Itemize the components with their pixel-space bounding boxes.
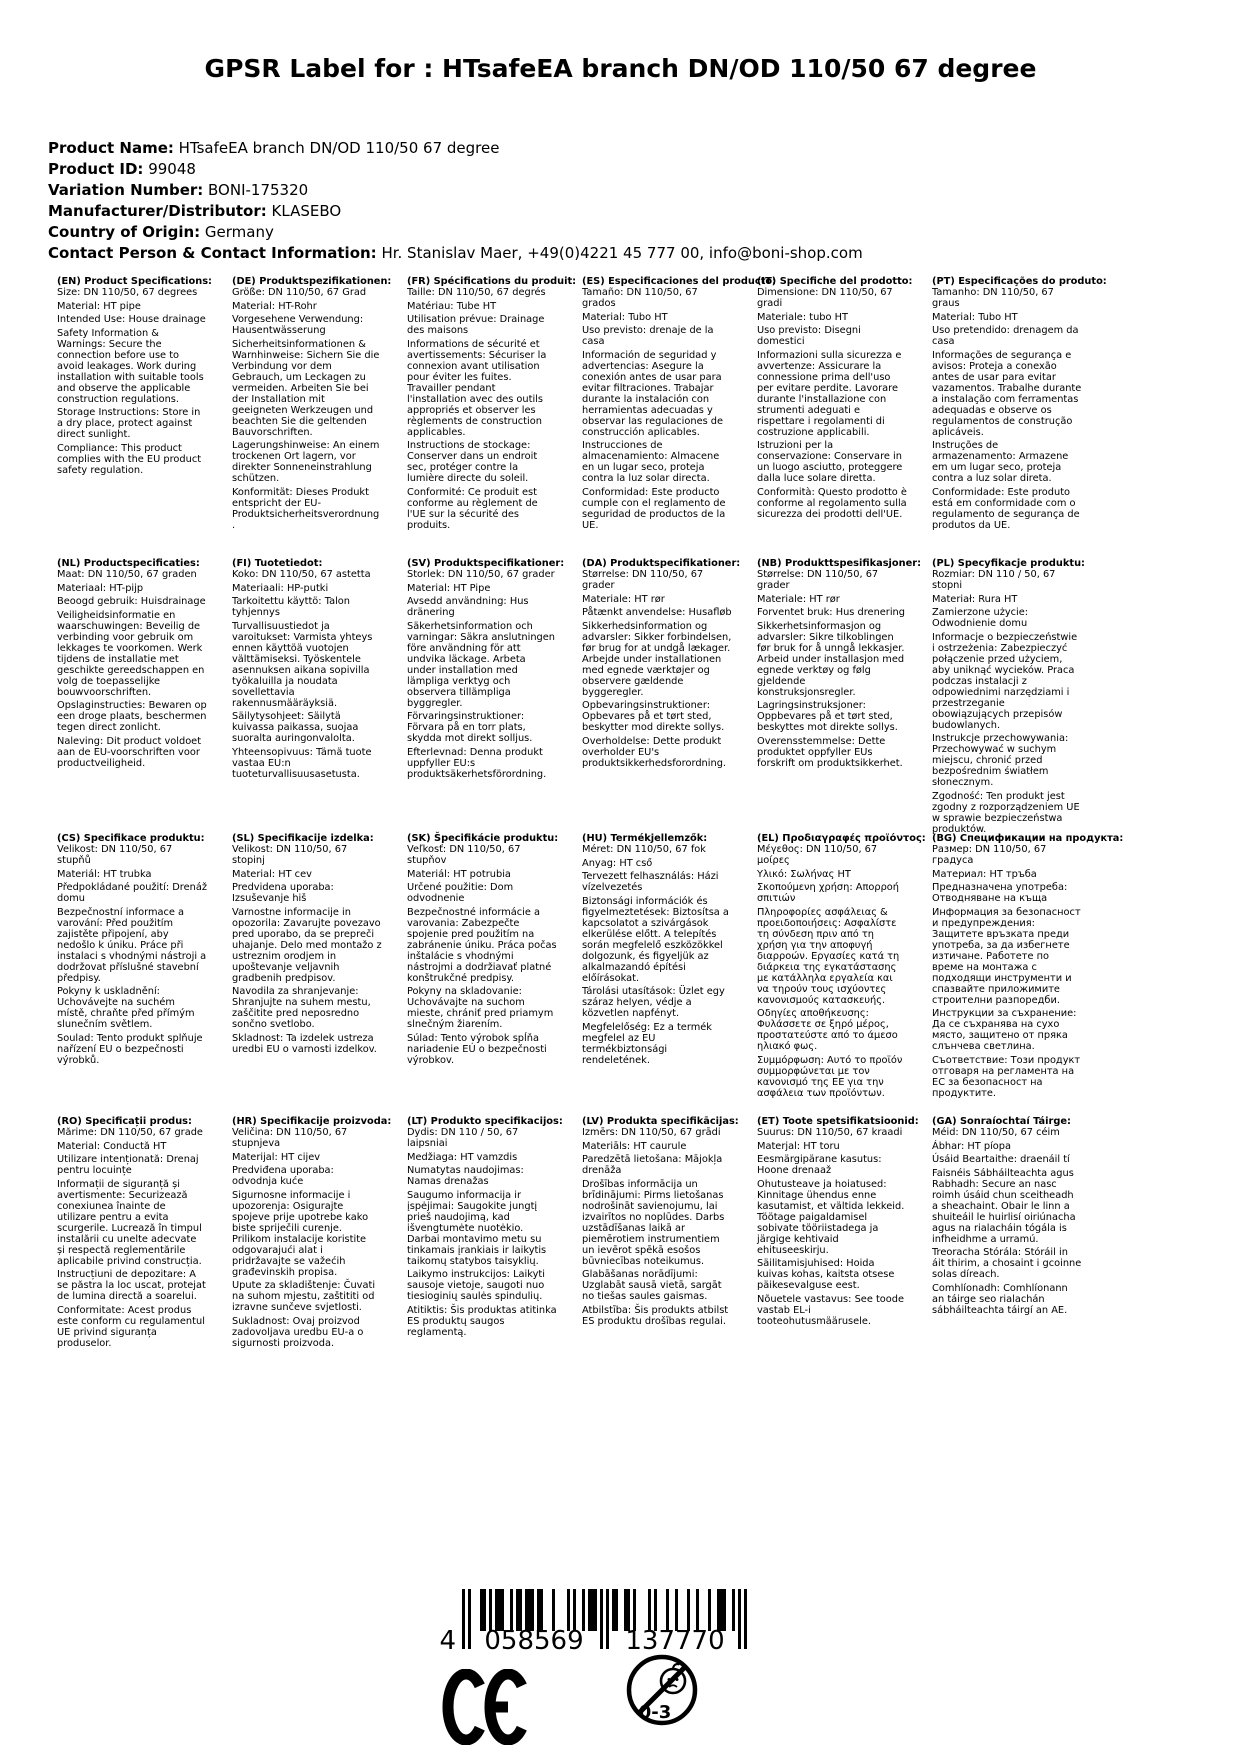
spec-paragraph: Инструкции за съхранение: Да се съхранява на сухо място, защитено от пряка слънчева светлина. bbox=[932, 1008, 1077, 1052]
spec-paragraph: Förvaringsinstruktioner: Förvara på en torr plats, skydda mot direkt solljus. bbox=[407, 711, 533, 744]
spec-paragraph: Veličina: DN 110/50, 67 stupnjeva bbox=[232, 1127, 348, 1149]
spec-paragraph: Safety Information & Warnings: Secure the connection before use to avoid leakages. Work during installation with suitable tools and observe the applicable construction regulations. bbox=[57, 327, 204, 405]
spec-paragraph: Conformità: Questo prodotto è conforme al regolamento sulla sicurezza dei prodotti dell'UE. bbox=[757, 486, 907, 520]
spec-paragraph: Säkerhetsinformation och varningar: Säkra anslutningen före användning för att undvika läckage. Arbeta under installation med lämpliga verktyg och observera tillämpliga byggregler. bbox=[407, 620, 556, 709]
spec-paragraph: Sikkerhedsinformation og advarsler: Sikker forbindelsen, før brug for at undgå lækager. Arbejde under installationen med egnede værktøjer og observere gældende byggeregler. bbox=[582, 620, 732, 698]
field-label: Variation Number: bbox=[48, 181, 204, 199]
spec-paragraph: Tamanho: DN 110/50, 67 graus bbox=[932, 287, 1054, 309]
spec-paragraph: Atbilstība: Šis produkts atbilst ES produktu drošības regulai. bbox=[582, 1304, 729, 1327]
spec-block-pl bbox=[932, 558, 1085, 835]
spec-paragraph: Material: Conductă HT bbox=[57, 1140, 167, 1152]
spec-paragraph: Material: Tubo HT bbox=[582, 311, 668, 323]
spec-paragraph: Pokyny k uskladnění: Uchovávejte na suchém místě, chraňte před přímým slunečním světlem. bbox=[57, 986, 195, 1030]
spec-paragraph: Rozmiar: DN 110 / 50, 67 stopni bbox=[932, 569, 1056, 591]
spec-paragraph: Conformidad: Este producto cumple con el reglamento de seguridad de productos de la UE. bbox=[582, 486, 726, 531]
spec-paragraph: Megfelelőség: Ez a termék megfelel az EU termékbiztonsági rendeletének. bbox=[582, 1021, 712, 1066]
spec-paragraph: Sigurnosne informacije i upozorenja: Osigurajte spojeve prije upotrebe kako biste spriječili curenje. Prilikom instalacije koristite odgovarajući alat i pridržavajte se važećih građevinskih propisa. bbox=[232, 1189, 369, 1278]
spec-block-hu bbox=[582, 833, 732, 1116]
spec-paragraph: Taille: DN 110/50, 67 degrés bbox=[407, 287, 546, 298]
spec-header: (GA) Sonraíochtaí Táirge: bbox=[932, 1116, 1071, 1127]
spec-paragraph: Material: Tubo HT bbox=[932, 311, 1018, 323]
spec-paragraph: Utilizare intenționată: Drenaj pentru locuințe bbox=[57, 1154, 199, 1176]
spec-block-ga bbox=[932, 1116, 1082, 1351]
field-value: Hr. Stanislav Maer, +49(0)4221 45 777 00, info@boni-shop.com bbox=[376, 244, 863, 262]
spec-paragraph: Materiale: HT rør bbox=[582, 593, 665, 605]
spec-paragraph: Velikost: DN 110/50, 67 stopinj bbox=[232, 844, 348, 866]
spec-paragraph: Nõuetele vastavus: See toode vastab EL-i tooteohutusmäärusele. bbox=[757, 1293, 905, 1327]
spec-header: (HU) Termékjellemzők: bbox=[582, 833, 708, 844]
field-label: Product Name: bbox=[48, 139, 174, 157]
spec-paragraph: Předpokládané použití: Drenáž domu bbox=[57, 882, 207, 904]
spec-paragraph: Naleving: Dit product voldoet aan de EU-voorschriften voor productveiligheid. bbox=[57, 735, 202, 769]
product-info-row bbox=[48, 140, 863, 157]
spec-header: (ET) Toote spetsifikatsioonid: bbox=[757, 1116, 919, 1127]
spec-paragraph: Atitiktis: Šis produktas atitinka ES produktų saugos reglamentą. bbox=[407, 1304, 557, 1338]
field-value: BONI-175320 bbox=[203, 181, 309, 199]
spec-paragraph: Anyag: HT cső bbox=[582, 857, 653, 869]
spec-paragraph: Matériau: Tube HT bbox=[407, 300, 497, 312]
product-info-row bbox=[48, 161, 863, 178]
spec-paragraph: Informazioni sulla sicurezza e avvertenze: Assicurare la connessione prima dell'uso per evitare perdite. Lavorare durante l'installazione con strumenti adeguati e rispettare i regolamenti di costruzione applicabili. bbox=[757, 349, 902, 438]
spec-block-cs bbox=[57, 833, 207, 1116]
spec-header: (PT) Especificações do produto: bbox=[932, 276, 1107, 287]
spec-paragraph: Πληροφορίες ασφάλειας & προειδοποιήσεις: Ασφαλίστε τη σύνδεση πριν από τη χρήση για την αποφυγή διαρροών. Εργασίες κατά τη διάρκεια της εγκατάστασης με κατάλληλα εργαλεία και να τηρούν τους ισχύοντες κανονισμούς κατασκευής. bbox=[757, 906, 900, 1006]
spec-paragraph: Material: HT Pipe bbox=[407, 582, 491, 594]
spec-paragraph: Material: HT cev bbox=[232, 868, 312, 880]
spec-paragraph: Forventet bruk: Hus drenering bbox=[757, 607, 905, 618]
spec-paragraph: Materiaali: HP-putki bbox=[232, 582, 329, 594]
spec-header: (IT) Specifiche del prodotto: bbox=[757, 276, 913, 287]
spec-paragraph: Faisnéis Sábháilteachta agus Rabhadh: Secure an nasc roimh úsáid chun sceitheadh a sheachaint. Obair le linn a shuiteáil le huirlisí oiriúnacha agus na rialacháin tógála is infheidhme a urramú. bbox=[932, 1167, 1076, 1245]
spec-paragraph: Overholdelse: Dette produkt overholder EU's produktsikkerhedsforordning. bbox=[582, 735, 727, 769]
spec-block-it bbox=[757, 276, 913, 558]
spec-paragraph: Οδηγίες αποθήκευσης: Φυλάσσετε σε ξηρό μέρος, προστατεύστε από το άμεσο ηλιακό φως. bbox=[757, 1008, 898, 1052]
spec-paragraph: Saugumo informacija ir įspėjimai: Saugokite jungtį prieš naudojimą, kad išvengtumėte nuotėkio. Darbai montavimo metu su tinkamais įrankiais ir laikytis taikomų statybos taisyklių. bbox=[407, 1189, 547, 1267]
spec-paragraph: Suurus: DN 110/50, 67 kraadi bbox=[757, 1127, 903, 1138]
spec-paragraph: Dydis: DN 110 / 50, 67 laipsniai bbox=[407, 1127, 519, 1149]
spec-paragraph: Bezpečnostné informácie a varovania: Zabezpečte spojenie pred použitím na zabránenie úniku. Práca počas inštalácie s vhodnými nástrojmi a dodržiavať platné konštrukčné predpisy. bbox=[407, 906, 557, 984]
spec-paragraph: Conformité: Ce produit est conforme au règlement de l'UE sur la sécurité des produits. bbox=[407, 486, 538, 531]
spec-block-da bbox=[582, 558, 741, 833]
spec-block-sv bbox=[407, 558, 565, 833]
spec-header: (PL) Specyfikacje produktu: bbox=[932, 558, 1085, 569]
spec-header: (EL) Προδιαγραφές προϊόντος: bbox=[757, 833, 926, 844]
field-label: Manufacturer/Distributor: bbox=[48, 202, 267, 220]
spec-paragraph: Sikkerhetsinformasjon og advarsler: Sikre tilkoblingen før bruk for å unngå lekkasjer. Arbeid under installasjon med egnede verktøy og følg gjeldende konstruksjonsregler. bbox=[757, 620, 905, 698]
spec-paragraph: Súlad: Tento výrobok spĺňa nariadenie EÚ o bezpečnosti výrobkov. bbox=[407, 1032, 547, 1066]
spec-header: (DE) Produktspezifikationen: bbox=[232, 276, 392, 287]
spec-header: (LT) Produkto specifikacijos: bbox=[407, 1116, 563, 1127]
spec-paragraph: Biztonsági információk és figyelmeztetések: Biztosítsa a kapcsolatot a szivárgások elkerülése előtt. A telepítés során megfelelő eszközökkel dolgozunk, és figyeljük az alkalmazandó építési előírásokat. bbox=[582, 895, 729, 984]
spec-paragraph: Säilitamisjuhised: Hoida kuivas kohas, kaitsta otsese päikesevalguse eest. bbox=[757, 1258, 895, 1291]
spec-paragraph: Drošības informācija un brīdinājumi: Pirms lietošanas nodrošināt savienojumu, lai izvairītos no noplūdes. Darbs uzstādīšanas laikā ar piemērotiem instrumentiem un ievērot spēkā esošos būvniecības noteikumus. bbox=[582, 1178, 725, 1267]
product-info bbox=[48, 140, 863, 266]
spec-paragraph: Informations de sécurité et avertissements: Sécuriser la connexion avant utilisation pour éviter les fuites. Travailler pendant l'installation avec des outils appropriés et observer les règlements de construction applicables. bbox=[407, 338, 547, 438]
age-warning-0-3-icon bbox=[624, 1652, 700, 1728]
spec-block-et bbox=[757, 1116, 919, 1351]
spec-paragraph: Materijal: HT cijev bbox=[232, 1151, 321, 1163]
spec-paragraph: Tervezett felhasználás: Házi vízelvezetés bbox=[582, 871, 719, 893]
spec-block-fi bbox=[232, 558, 382, 833]
spec-paragraph: Efterlevnad: Denna produkt uppfyller EU:s produktsäkerhetsförordning. bbox=[407, 746, 547, 780]
spec-header: (SL) Specifikacije izdelka: bbox=[232, 833, 374, 844]
spec-header: (BG) Спецификации на продукта: bbox=[932, 833, 1124, 844]
spec-header: (ES) Especificaciones del producto: bbox=[582, 276, 777, 287]
spec-header: (CS) Specifikace produktu: bbox=[57, 833, 205, 844]
spec-paragraph: Size: DN 110/50, 67 degrees bbox=[57, 287, 198, 298]
spec-paragraph: Tárolási utasítások: Üzlet egy száraz helyen, védje a közvetlen napfényt. bbox=[582, 986, 725, 1019]
spec-paragraph: Medžiaga: HT vamzdis bbox=[407, 1151, 518, 1163]
spec-block-en bbox=[57, 276, 212, 558]
field-label: Contact Person & Contact Information: bbox=[48, 244, 377, 262]
spec-paragraph: Informații de siguranță și avertismente: Securizează conexiunea înainte de utilizare pentru a evita scurgerile. Lucrează în timpul instalării cu unelte adecvate și respectă reglementările aplicabile privind construcția. bbox=[57, 1178, 202, 1267]
spec-header: (NL) Productspecificaties: bbox=[57, 558, 200, 569]
spec-paragraph: Conformitate: Acest produs este conform cu regulamentul UE privind siguranța produselor. bbox=[57, 1304, 205, 1349]
spec-paragraph: Vorgesehene Verwendung: Hausentwässerung bbox=[232, 314, 364, 336]
spec-paragraph: Tarkoitettu käyttö: Talon tyhjennys bbox=[232, 596, 350, 618]
spec-paragraph: Påtænkt anvendelse: Husafløb bbox=[582, 607, 732, 618]
barcode-right-digits: 137770 bbox=[625, 1626, 725, 1656]
spec-header: (NB) Produkttspesifikasjoner: bbox=[757, 558, 921, 569]
spec-grid bbox=[57, 276, 1124, 1351]
spec-block-sl bbox=[232, 833, 382, 1116]
field-label: Product ID: bbox=[48, 160, 144, 178]
page-title: GPSR Label for : HTsafeEA branch DN/OD 110/50 67 degree bbox=[204, 54, 1037, 83]
spec-paragraph: Informações de segurança e avisos: Proteja a conexão antes de usar para evitar vazamentos. Trabalhe durante a instalação com ferramentas adequadas e observe os regulamentos de construção aplicáveis. bbox=[932, 349, 1082, 438]
spec-paragraph: Skladnost: Ta izdelek ustreza uredbi EU o varnosti izdelkov. bbox=[232, 1032, 377, 1055]
spec-paragraph: Instructions de stockage: Conserver dans un endroit sec, protéger contre la lumière directe du soleil. bbox=[407, 440, 538, 484]
spec-paragraph: Eesmärgipärane kasutus: Hoone drenaaž bbox=[757, 1154, 882, 1176]
spec-paragraph: Intended Use: House drainage bbox=[57, 314, 206, 325]
spec-header: (SV) Produktspecifikationer: bbox=[407, 558, 565, 569]
field-label: Country of Origin: bbox=[48, 223, 201, 241]
spec-paragraph: Laikymo instrukcijos: Laikyti sausoje vietoje, saugoti nuo tiesioginių saulės spindulių. bbox=[407, 1269, 545, 1302]
spec-header: (SK) Špecifikácie produktu: bbox=[407, 833, 559, 844]
barcode-left-digits: 058569 bbox=[484, 1626, 584, 1656]
spec-paragraph: Mărime: DN 110/50, 67 grade bbox=[57, 1127, 203, 1138]
field-value: KLASEBO bbox=[266, 202, 342, 220]
spec-paragraph: Dimensione: DN 110/50, 67 gradi bbox=[757, 287, 893, 309]
spec-paragraph: Material: HT-Rohr bbox=[232, 300, 317, 312]
spec-paragraph: Uso previsto: Disegni domestici bbox=[757, 325, 861, 347]
spec-paragraph: Storlek: DN 110/50, 67 grader bbox=[407, 569, 555, 580]
spec-paragraph: Bezpečnostní informace a varování: Před použitím zajistěte připojení, aby nedošlo k úniku. Práce při instalaci s vhodnými nástroji a dodržovat příslušné stavební předpisy. bbox=[57, 906, 207, 984]
spec-paragraph: Pokyny na skladovanie: Uchovávajte na suchom mieste, chrániť pred priamym slnečným žiarením. bbox=[407, 986, 554, 1030]
spec-paragraph: Avsedd användning: Hus dränering bbox=[407, 596, 529, 618]
spec-paragraph: Предназначена употреба: Отводняване на къща bbox=[932, 882, 1068, 904]
spec-paragraph: Ohutusteave ja hoiatused: Kinnitage ühendus enne kasutamist, et vältida lekkeid. Töötage paigaldamisel sobivate tööriistadega ja järgige kehtivaid ehituseeskirju. bbox=[757, 1178, 905, 1256]
spec-paragraph: Zgodność: Ten produkt jest zgodny z rozporządzeniem UE w sprawie bezpieczeństwa produktów. bbox=[932, 790, 1080, 835]
spec-paragraph: Größe: DN 110/50, 67 Grad bbox=[232, 287, 367, 298]
spec-paragraph: Istruzioni per la conservazione: Conservare in un luogo asciutto, proteggere dalla luce solare diretta. bbox=[757, 440, 903, 484]
spec-paragraph: Turvallisuustiedot ja varoitukset: Varmista yhteys ennen käyttöä vuotojen välttämiseksi. Työskentele asennuksen aikana sopivilla työkaluilla ja noudata sovellettavia rakennusmääräyksiä. bbox=[232, 620, 373, 709]
spec-paragraph: Utilisation prévue: Drainage des maisons bbox=[407, 314, 545, 336]
spec-paragraph: Numatytas naudojimas: Namas drenažas bbox=[407, 1165, 524, 1187]
spec-paragraph: Conformidade: Este produto está em conformidade com o regulamento de segurança de produtos da UE. bbox=[932, 486, 1080, 531]
spec-paragraph: Materiaal: HT-pijp bbox=[57, 582, 144, 594]
spec-block-pt bbox=[932, 276, 1107, 558]
spec-block-bg bbox=[932, 833, 1124, 1116]
spec-paragraph: Predviđena uporaba: odvodnja kuće bbox=[232, 1165, 334, 1187]
spec-paragraph: Materiál: HT potrubia bbox=[407, 868, 511, 880]
spec-paragraph: Lagringsinstruksjoner: Oppbevares på et tørt sted, beskyttes mot direkte sollys. bbox=[757, 700, 898, 733]
spec-paragraph: Beoogd gebruik: Huisdrainage bbox=[57, 596, 206, 607]
spec-paragraph: Säilytysohjeet: Säilytä kuivassa paikassa, suojaa suoralta auringonvalolta. bbox=[232, 711, 359, 744]
spec-paragraph: Størrelse: DN 110/50, 67 grader bbox=[757, 569, 879, 591]
spec-paragraph: Opbevaringsinstruktioner: Opbevares på et tørt sted, beskytter mod direkte sollys. bbox=[582, 700, 725, 733]
spec-paragraph: Navodila za shranjevanje: Shranjujte na suhem mestu, zaščitite pred neposredno sončno svetlobo. bbox=[232, 986, 371, 1030]
barcode-first-digit: 4 bbox=[439, 1626, 456, 1656]
product-info-row bbox=[48, 182, 863, 199]
spec-block-sk bbox=[407, 833, 557, 1116]
spec-paragraph: Treoracha Stórála: Stóráil in áit thirim, a chosaint i gcoinne solas díreach. bbox=[932, 1247, 1082, 1280]
spec-block-de bbox=[232, 276, 392, 558]
spec-paragraph: Съответствие: Този продукт отговаря на регламента на ЕС за безопасност на продуктите. bbox=[932, 1054, 1081, 1099]
spec-header: (RO) Specificații produs: bbox=[57, 1116, 192, 1127]
spec-paragraph: Compliance: This product complies with the EU product safety regulation. bbox=[57, 442, 202, 476]
spec-header: (FR) Spécifications du produit: bbox=[407, 276, 577, 287]
spec-paragraph: Instrucciones de almacenamiento: Almacene en un lugar seco, proteja contra la luz solar directa. bbox=[582, 440, 720, 484]
spec-paragraph: Varnostne informacije in opozorila: Zavarujte povezavo pred uporabo, da se prepreči uhajanje. Delo med montažo z ustreznim orodjem in upoštevanje veljavnih gradbenih predpisov. bbox=[232, 906, 382, 984]
spec-paragraph: Veiligheidsinformatie en waarschuwingen: Beveilig de verbinding voor gebruik om lekkages te voorkomen. Werk tijdens de installatie met geschikte gereedschappen en volg de toepasselijke bouwvoorschriften. bbox=[57, 609, 205, 698]
spec-paragraph: Opslaginstructies: Bewaren op een droge plaats, beschermen tegen direct zonlicht. bbox=[57, 700, 207, 733]
spec-paragraph: Información de seguridad y advertencias: Asegure la conexión antes de usar para evitar filtraciones. Trabajar durante la instalación con herramientas adecuadas y observar las regulaciones de construcción aplicables. bbox=[582, 349, 724, 438]
spec-block-nl bbox=[57, 558, 207, 833]
spec-block-hr bbox=[232, 1116, 392, 1351]
spec-block-el bbox=[757, 833, 926, 1116]
spec-paragraph: Material: HT pipe bbox=[57, 300, 141, 312]
spec-block-nb bbox=[757, 558, 921, 833]
spec-paragraph: Размер: DN 110/50, 67 градуса bbox=[932, 844, 1047, 866]
spec-paragraph: Materiał: Rura HT bbox=[932, 593, 1018, 605]
spec-paragraph: Yhteensopivuus: Tämä tuote vastaa EU:n tuoteturvallisuusasetusta. bbox=[232, 746, 372, 780]
spec-block-lv bbox=[582, 1116, 739, 1351]
spec-paragraph: Veľkosť: DN 110/50, 67 stupňov bbox=[407, 844, 521, 866]
spec-paragraph: Materiale: tubo HT bbox=[757, 311, 848, 323]
spec-paragraph: Koko: DN 110/50, 67 astetta bbox=[232, 569, 371, 580]
spec-paragraph: Информация за безопасност и предупреждения: Защитете връзката преди употреба, за да избегнете изтичане. Работете по време на монтажа с подходящи инструменти и спазвайте приложимите строителни разпоредби. bbox=[932, 906, 1081, 1006]
spec-paragraph: Υλικό: Σωλήνας HT bbox=[757, 868, 851, 880]
spec-paragraph: Overensstemmelse: Dette produktet oppfyller EUs forskrift om produktsikkerhet. bbox=[757, 735, 903, 769]
spec-header: (FI) Tuotetiedot: bbox=[232, 558, 323, 569]
spec-paragraph: Sicherheitsinformationen & Warnhinweise: Sichern Sie die Verbindung vor dem Gebrauch, um Leckagen zu vermeiden. Arbeiten Sie bei der Installation mit geeigneten Werkzeugen und beachten Sie die geltenden Bauvorschriften. bbox=[232, 338, 380, 438]
spec-paragraph: Materiál: HT trubka bbox=[57, 868, 152, 880]
spec-paragraph: Sukladnost: Ovaj proizvod zadovoljava uredbu EU-a o sigurnosti proizvoda. bbox=[232, 1315, 364, 1349]
spec-header: (DA) Produktspecifikationer: bbox=[582, 558, 741, 569]
spec-paragraph: Storage Instructions: Store in a dry place, protect against direct sunlight. bbox=[57, 407, 201, 440]
spec-paragraph: Størrelse: DN 110/50, 67 grader bbox=[582, 569, 704, 591]
spec-paragraph: Instrukcje przechowywania: Przechowywać w suchym miejscu, chronić przed bezpośrednim światłem słonecznym. bbox=[932, 733, 1069, 788]
spec-paragraph: Comhlíonadh: Comhlíonann an táirge seo rialachán sábháilteachta táirgí an AE. bbox=[932, 1282, 1068, 1316]
spec-paragraph: Materiale: HT rør bbox=[757, 593, 840, 605]
spec-paragraph: Určené použitie: Dom odvodnenie bbox=[407, 882, 514, 904]
spec-block-es bbox=[582, 276, 777, 558]
spec-paragraph: Μέγεθος: DN 110/50, 67 μοίρες bbox=[757, 844, 878, 866]
spec-paragraph: Ábhar: HT píopa bbox=[932, 1140, 1012, 1152]
ce-mark-icon bbox=[442, 1669, 532, 1745]
product-info-row bbox=[48, 245, 863, 262]
spec-paragraph: Konformität: Dieses Produkt entspricht der EU-Produktsicherheitsverordnung. bbox=[232, 486, 380, 531]
spec-header: (LV) Produkta specifikācijas: bbox=[582, 1116, 739, 1127]
spec-paragraph: Σκοπούμενη χρήση: Απορροή σπιτιών bbox=[757, 882, 899, 904]
field-value: Germany bbox=[200, 223, 274, 241]
spec-paragraph: Uso previsto: drenaje de la casa bbox=[582, 325, 714, 347]
spec-block-ro bbox=[57, 1116, 207, 1351]
spec-paragraph: Informacje o bezpieczeństwie i ostrzeżenia: Zabezpieczyć połączenie przed użyciem, aby uniknąć wycieków. Praca podczas instalacji z odpowiednimi narzędziami i przestrzeganie obowiązujących przepisów budowlanych. bbox=[932, 631, 1078, 731]
spec-paragraph: Tamaño: DN 110/50, 67 grados bbox=[582, 287, 698, 309]
product-info-row bbox=[48, 224, 863, 241]
spec-paragraph: Lagerungshinweise: An einem trockenen Ort lagern, vor direkter Sonneneinstrahlung schützen. bbox=[232, 440, 380, 484]
spec-paragraph: Paredzētā lietošana: Mājokļa drenāža bbox=[582, 1154, 723, 1176]
field-value: 99048 bbox=[143, 160, 196, 178]
spec-paragraph: Instrucțiuni de depozitare: A se păstra la loc uscat, protejat de lumina directă a soarelui. bbox=[57, 1269, 206, 1302]
spec-paragraph: Izmērs: DN 110/50, 67 grādi bbox=[582, 1127, 721, 1138]
spec-paragraph: Uso pretendido: drenagem da casa bbox=[932, 325, 1079, 347]
spec-block-lt bbox=[407, 1116, 563, 1351]
spec-paragraph: Méret: DN 110/50, 67 fok bbox=[582, 844, 706, 855]
spec-paragraph: Glabāšanas norādījumi: Uzglabāt sausā vietā, sargāt no tiešas saules gaismas. bbox=[582, 1269, 722, 1302]
spec-paragraph: Instruções de armazenamento: Armazene em um lugar seco, proteja contra a luz solar direta. bbox=[932, 440, 1069, 484]
spec-paragraph: Zamierzone użycie: Odwodnienie domu bbox=[932, 607, 1029, 629]
spec-block-fr bbox=[407, 276, 577, 558]
spec-paragraph: Συμμόρφωση: Αυτό το προϊόν συμμορφώνεται με τον κανονισμό της ΕΕ για την ασφάλεια των προϊόντων. bbox=[757, 1054, 903, 1099]
spec-paragraph: Predvidena uporaba: Izsuševanje hiš bbox=[232, 882, 334, 904]
age-warning-label: 0-3 bbox=[638, 1702, 672, 1723]
spec-paragraph: Материал: HT тръба bbox=[932, 868, 1037, 880]
field-value: HTsafeEA branch DN/OD 110/50 67 degree bbox=[173, 139, 500, 157]
spec-paragraph: Upute za skladištenje: Čuvati na suhom mjestu, zaštititi od izravne sunčeve svjetlosti. bbox=[232, 1280, 376, 1313]
spec-header: (EN) Product Specifications: bbox=[57, 276, 212, 287]
spec-paragraph: Velikost: DN 110/50, 67 stupňů bbox=[57, 844, 173, 866]
spec-paragraph: Maat: DN 110/50, 67 graden bbox=[57, 569, 197, 580]
spec-paragraph: Méid: DN 110/50, 67 céim bbox=[932, 1127, 1060, 1138]
spec-paragraph: Soulad: Tento produkt splňuje nařízení EU o bezpečnosti výrobků. bbox=[57, 1032, 203, 1066]
product-info-row bbox=[48, 203, 863, 220]
spec-header: (HR) Specifikacije proizvoda: bbox=[232, 1116, 392, 1127]
spec-paragraph: Materiāls: HT caurule bbox=[582, 1140, 687, 1152]
spec-paragraph: Materjal: HT toru bbox=[757, 1140, 840, 1152]
spec-paragraph: Úsáid Beartaithe: draenáil tí bbox=[932, 1154, 1070, 1165]
